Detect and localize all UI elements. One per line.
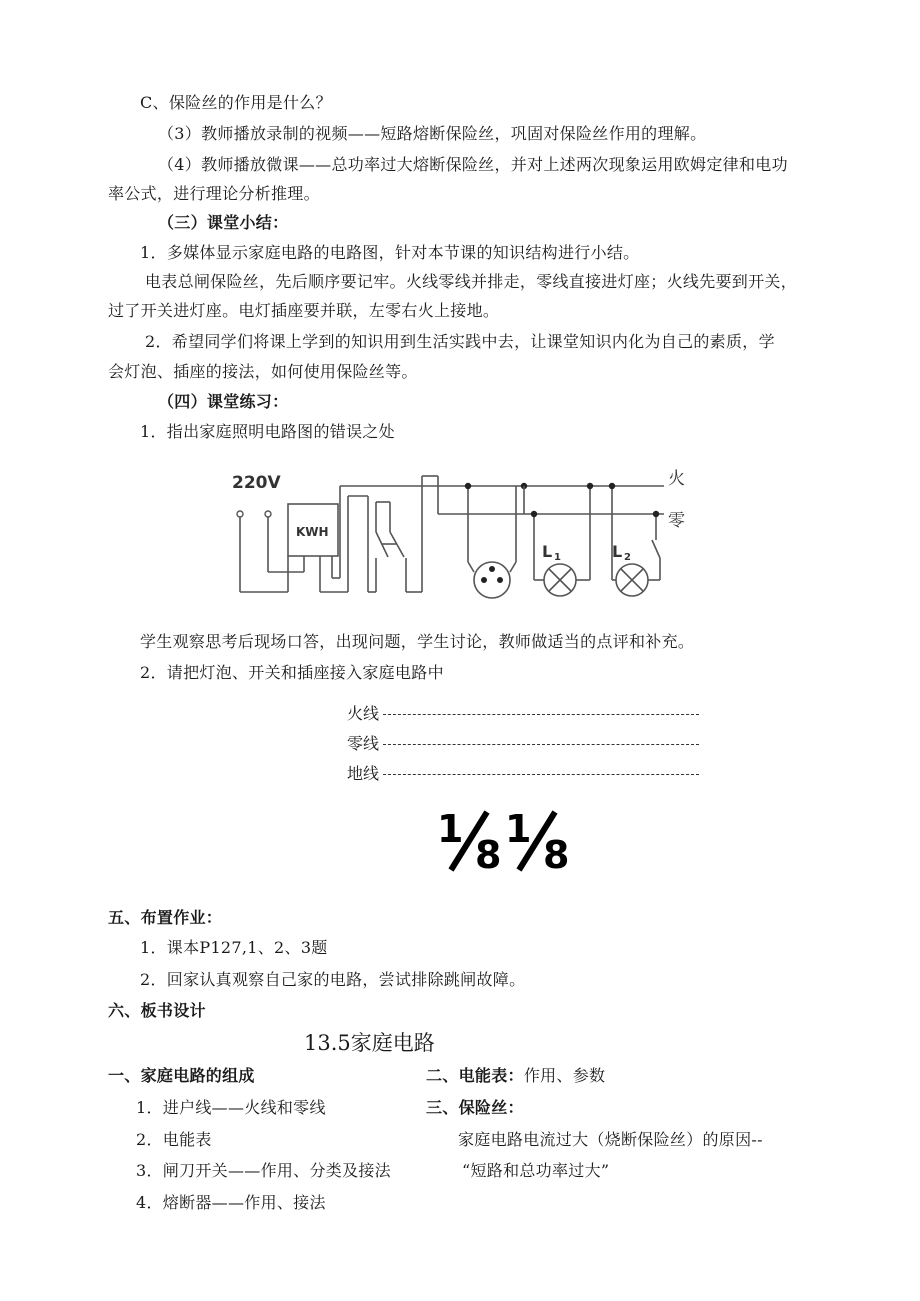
board-right-text-2: “短路和总功率过大” [462, 1161, 610, 1180]
board-title: 13.5家庭电路 [304, 1031, 435, 1055]
board-right-heading-1-label: 二、电能表： [426, 1066, 524, 1085]
answer-line-neutral-label: 零线 [347, 734, 380, 753]
meter-label: KWH [296, 525, 329, 539]
fraction-denominator-2: 8 [543, 833, 570, 874]
board-left-item: 4．熔断器——作用、接法 [136, 1193, 326, 1212]
board-left-heading: 一、家庭电路的组成 [108, 1066, 255, 1085]
answer-line-live [347, 704, 699, 724]
fraction-denominator-1: 8 [475, 833, 502, 874]
fraction-numerator-2: 1 [505, 808, 532, 851]
lamp-1-subscript: 1 [554, 552, 561, 563]
summary-item-1: 1．多媒体显示家庭电路的电路图，针对本节课的知识结构进行小结。 [140, 243, 640, 262]
board-right-text-1: 家庭电路电流过大（烧断保险丝）的原因-- [458, 1130, 763, 1149]
answer-line-ground-dash [383, 774, 699, 775]
summary-item-2: 2．希望同学们将课上学到的知识用到生活实践中去，让课堂知识内化为自己的素质，学 [145, 332, 775, 351]
summary-rhyme-1: 电表总闸保险丝，先后顺序要记牢。火线零线并排走，零线直接进灯座；火线先要到开关， [145, 272, 798, 291]
answer-line-neutral-dash [383, 744, 699, 745]
answer-line-ground [347, 764, 699, 784]
fraction-glyphs [437, 808, 577, 874]
fraction-numerator-1: 1 [437, 808, 464, 851]
voltage-label: 220V [232, 473, 281, 493]
homework-item-1: 1．课本P127,1、2、3题 [140, 938, 328, 957]
neutral-wire-label: 零 [668, 511, 685, 531]
practice-discussion: 学生观察思考后现场口答，出现问题，学生讨论，教师做适当的点评和补充。 [140, 632, 695, 651]
summary-rhyme-2: 过了开关进灯座。电灯插座要并联，左零右火上接地。 [108, 301, 500, 320]
step-4-text: （4）教师播放微课——总功率过大熔断保险丝，并对上述两次现象运用欧姆定律和电功 [158, 155, 788, 174]
practice-item-1: 1．指出家庭照明电路图的错误之处 [140, 422, 395, 441]
step-4-text-cont: 率公式，进行理论分析推理。 [108, 184, 320, 203]
section-board-heading: 六、板书设计 [108, 1001, 206, 1020]
practice-item-2: 2．请把灯泡、开关和插座接入家庭电路中 [140, 663, 444, 682]
summary-item-2-cont: 会灯泡、插座的接法，如何使用保险丝等。 [108, 362, 418, 381]
question-c: C、保险丝的作用是什么？ [140, 93, 332, 112]
board-right-heading-2: 三、保险丝： [426, 1098, 524, 1117]
section-practice-heading: （四）课堂练习： [158, 392, 289, 411]
board-left-item: 2．电能表 [136, 1130, 212, 1149]
section-summary-heading: （三）课堂小结： [158, 213, 289, 232]
answer-line-neutral [347, 734, 699, 754]
step-3-text: （3）教师播放录制的视频——短路熔断保险丝，巩固对保险丝作用的理解。 [158, 124, 707, 143]
section-homework-heading: 五、布置作业： [108, 908, 223, 927]
answer-line-live-dash [383, 714, 699, 715]
answer-line-ground-label: 地线 [347, 764, 380, 783]
answer-line-live-label: 火线 [347, 704, 380, 723]
circuit-diagram [228, 462, 692, 608]
live-wire-label: 火 [668, 469, 685, 489]
lamp-1-label: L [542, 542, 553, 561]
lamp-2-subscript: 2 [624, 552, 631, 563]
board-right-heading-1 [426, 1066, 605, 1086]
board-left-item: 1．进户线——火线和零线 [136, 1098, 326, 1117]
board-left-item: 3．闸刀开关——作用、分类及接法 [136, 1161, 391, 1180]
board-right-heading-1-rest: 作用、参数 [523, 1066, 606, 1085]
lamp-2-label: L [612, 542, 623, 561]
homework-item-2: 2．回家认真观察自己家的电路，尝试排除跳闸故障。 [140, 970, 526, 989]
